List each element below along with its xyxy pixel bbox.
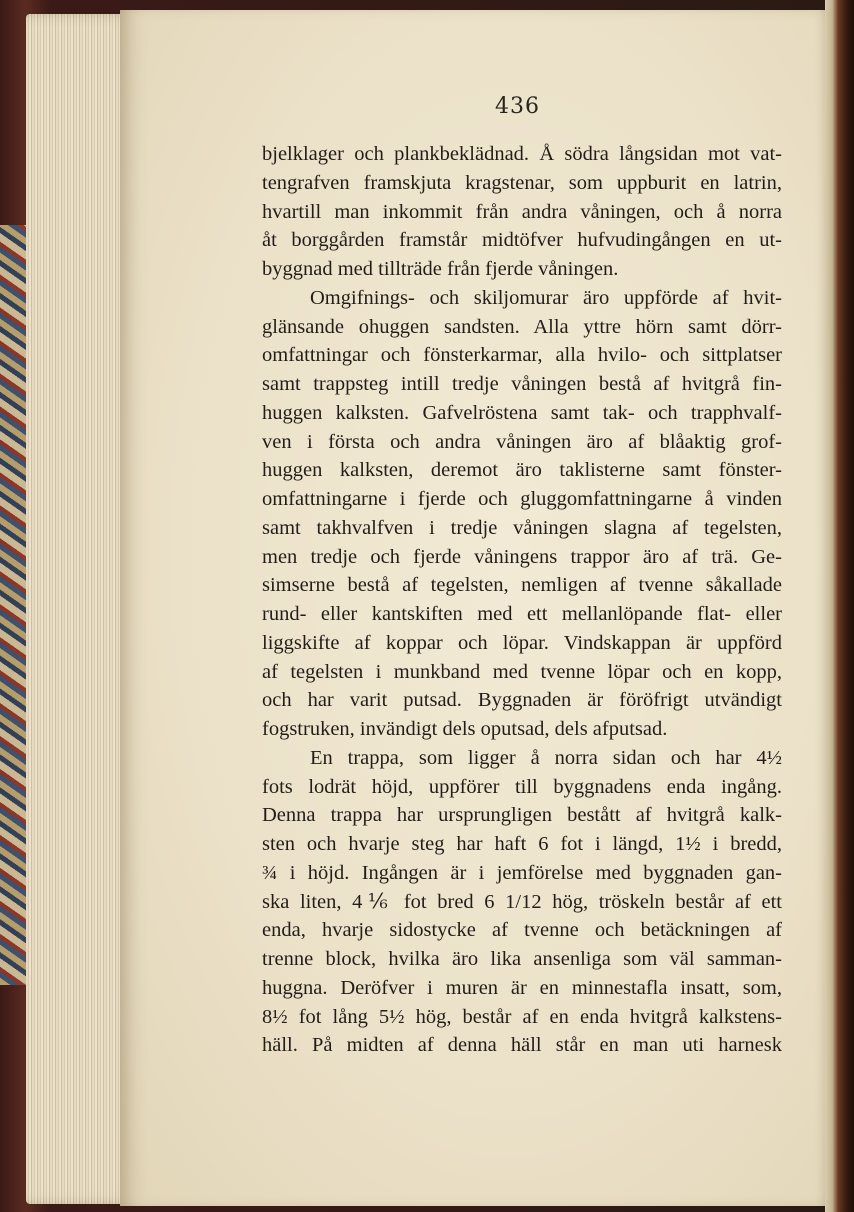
text-line: liggskifte af koppar och löpar. Vindskappan är uppförd [262, 631, 782, 654]
text-line: omfattningar och fönsterkarmar, alla hvilo- och sittplatser [262, 344, 782, 367]
text-line: glänsande ohuggen sandsten. Alla yttre hörn samt dörr- [262, 315, 782, 338]
text-line: hvartill man inkommit från andra våningen, och å norra [262, 200, 782, 223]
text-line: huggen kalksten, deremot äro taklisterne samt fönster- [262, 459, 782, 482]
text-line: enda, hvarje sidostycke af tvenne och betäckningen af [262, 919, 782, 942]
text-line: huggen kalksten. Gafvelröstena samt tak- och trapphvalf- [262, 401, 782, 424]
text-line: af tegelsten i munkband med tvenne löpar och en kopp, [262, 660, 782, 683]
text-line: samt trappsteg intill tredje våningen bestå af hvitgrå fin- [262, 373, 782, 395]
text-line: En trappa, som ligger å norra sidan och har 4½ [310, 746, 782, 769]
text-line: simserne bestå af tegelsten, nemligen af tvenne såkallade [262, 574, 782, 597]
text-line: Omgifnings- och skiljomurar äro uppförde af hvit- [310, 286, 782, 309]
text-line: rund- eller kantskiften med ett mellanlöpande flat- eller [262, 603, 782, 625]
text-line: huggna. Deröfver i muren är en minnestafla insatt, som, [262, 976, 782, 999]
text-line: tengrafven framskjuta kragstenar, som uppburit en latrin, [262, 171, 782, 194]
text-line: byggnad med tillträde från fjerde våningen. [262, 258, 619, 280]
text-line: men tredje och fjerde våningens trappor äro af trä. Ge- [262, 545, 782, 568]
text-line: och har varit putsad. Byggnaden är föröfrigt utvändigt [262, 689, 782, 712]
text-line: ska liten, 4⅙ fot bred 6 1/12 hög, tröskeln består af ett [262, 890, 782, 913]
text-line: samt takhvalfven i tredje våningen slagna af tegelsten, [262, 516, 782, 539]
text-line: åt borggården framstår midtöfver hufvudingången en ut- [262, 229, 782, 252]
text-line: 8½ fot lång 5½ hög, består af en enda hvitgrå kalkstens- [262, 1005, 782, 1028]
page-number: 436 [495, 94, 540, 119]
text-line: ¾ i höjd. Ingången är i jemförelse med byggnaden gan- [262, 861, 782, 884]
back-cover-edge [825, 0, 854, 1212]
body-text [262, 140, 782, 1060]
text-line: häll. På midten af denna häll står en man uti harnesk [262, 1034, 782, 1057]
text-line: fogstruken, invändigt dels oputsad, dels afputsad. [262, 718, 668, 740]
text-line: ven i första och andra våningen äro af blåaktig grof- [262, 430, 782, 453]
text-line: sten och hvarje steg har haft 6 fot i längd, 1½ i bredd, [262, 833, 782, 855]
text-line: bjelklager och plankbeklädnad. Å södra långsidan mot vat- [262, 143, 782, 165]
text-line: omfattningarne i fjerde och gluggomfattningarne å vinden [262, 488, 782, 510]
text-line: trenne block, hvilka äro lika ansenliga som väl samman- [262, 948, 782, 970]
text-line: Denna trappa har ursprungligen bestått af hvitgrå kalk- [262, 804, 782, 827]
text-line: fots lodrät höjd, uppförer till byggnadens enda ingång. [262, 775, 782, 798]
